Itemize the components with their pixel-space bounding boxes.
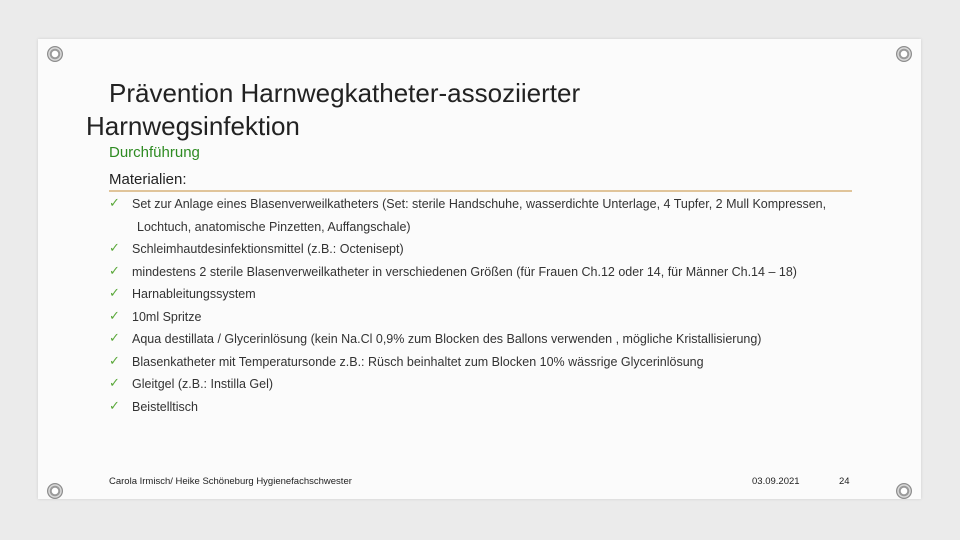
checkmark-icon: ✓ [109, 375, 120, 390]
footer-author: Carola Irmisch/ Heike Schöneburg Hygienefachschwester [109, 476, 352, 487]
checkmark-icon: ✓ [109, 397, 120, 413]
list-item-text: Harnableitungssystem [132, 287, 256, 301]
list-item-text: Blasenkatheter mit Temperatursonde z.B.: Rüsch beinhaltet zum Blocken 10% wässrige Glycerinlösung [132, 354, 704, 369]
list-item-text: mindestens 2 sterile Blasenverweilkatheter in verschiedenen Größen (für Frauen Ch.12 oder 14, für Männer Ch.14 – 18) [132, 264, 797, 279]
checkmark-icon: ✓ [109, 307, 120, 323]
pin-icon [896, 46, 912, 62]
list-item-text: Aqua destillata / Glycerinlösung (kein Na.Cl 0,9% zum Blocken des Ballons verwenden , mögliche Kristallisierung) [132, 332, 762, 346]
list-item [109, 240, 839, 256]
pin-icon [896, 483, 912, 499]
title-line-1: Prävention Harnwegkatheter-assoziierter [109, 78, 581, 108]
list-item-text: Schleimhautdesinfektionsmittel (z.B.: Octenisept) [132, 242, 404, 256]
checkmark-icon: ✓ [109, 262, 120, 278]
slide-title [86, 77, 726, 143]
list-item-text: Gleitgel (z.B.: Instilla Gel) [132, 377, 274, 391]
list-item-continuation: Lochtuch, anatomische Pinzetten, Auffangschale) [137, 219, 411, 234]
list-item [109, 262, 839, 279]
list-item [109, 307, 839, 324]
heading-divider [109, 190, 852, 192]
list-item-text: Set zur Anlage eines Blasenverweilkatheters (Set: sterile Handschuhe, wasserdichte Unterlage, 4 Tupfer, 2 Mull Kompressen, [132, 197, 827, 211]
checkmark-icon: ✓ [109, 195, 120, 210]
section-heading: Materialien: [109, 171, 187, 188]
title-line-2: Harnwegsinfektion [86, 111, 300, 141]
list-item [109, 352, 839, 369]
list-item [109, 330, 839, 346]
checkmark-icon: ✓ [109, 330, 120, 345]
checkmark-icon: ✓ [109, 352, 120, 368]
list-item [109, 195, 839, 234]
list-item [109, 397, 839, 414]
page-number: 24 [839, 476, 850, 487]
checkmark-icon: ✓ [109, 285, 120, 300]
list-item [109, 285, 839, 301]
list-item [109, 375, 839, 391]
list-item-text: 10ml Spritze [132, 309, 202, 324]
slide-subtitle: Durchführung [109, 144, 200, 161]
pin-icon [47, 46, 63, 62]
materials-list [109, 195, 839, 423]
checkmark-icon: ✓ [109, 240, 120, 255]
list-item-text: Beistelltisch [132, 399, 198, 414]
footer-date: 03.09.2021 [752, 476, 800, 487]
pin-icon [47, 483, 63, 499]
